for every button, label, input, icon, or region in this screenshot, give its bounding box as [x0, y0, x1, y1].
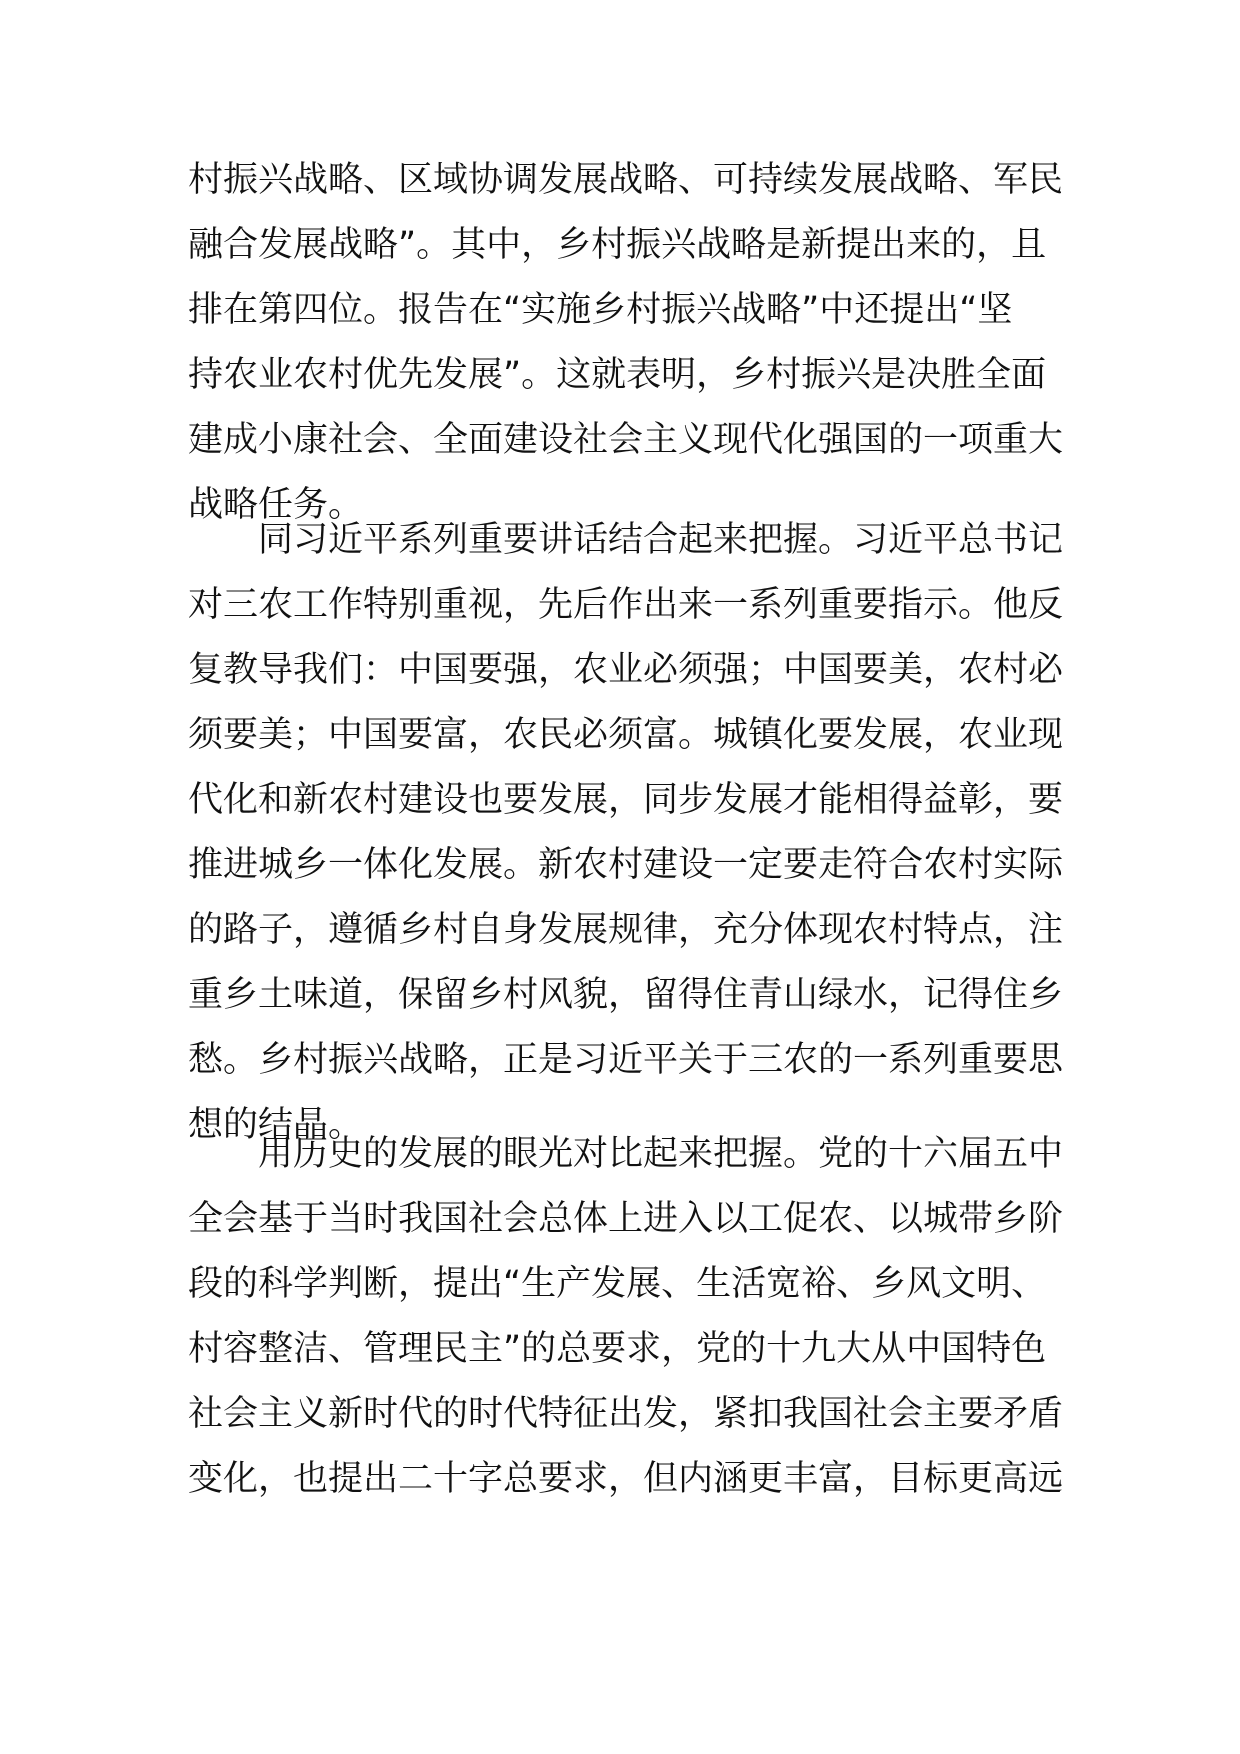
text-line: 重乡土味道，保留乡村风貌，留得住青山绿水，记得住乡	[188, 975, 1064, 1015]
text-line: 战略任务。	[188, 485, 364, 525]
text-line: 对三农工作特别重视，先后作出来一系列重要指示。他反	[188, 585, 1064, 625]
paragraph-strategy-ranking	[188, 148, 1068, 538]
text-line: 建成小康社会、全面建设社会主义现代化强国的一项重大	[188, 420, 1064, 460]
paragraph-history	[188, 1122, 1068, 1512]
text-line: 社会主义新时代的时代特征出发，紧扣我国社会主要矛盾	[188, 1394, 1064, 1434]
text-line: 想的结晶。	[188, 1105, 364, 1145]
text-line: 推进城乡一体化发展。新农村建设一定要走符合农村实际	[188, 845, 1064, 885]
text-line: 融合发展战略”。其中，乡村振兴战略是新提出来的，且	[188, 225, 1047, 265]
text-line: 用历史的发展的眼光对比起来把握。党的十六届五中	[258, 1134, 1064, 1174]
text-line: 的路子，遵循乡村自身发展规律，充分体现农村特点，注	[188, 910, 1064, 950]
text-line: 同习近平系列重要讲话结合起来把握。习近平总书记	[258, 520, 1064, 560]
text-line: 村容整洁、管理民主”的总要求，党的十九大从中国特色	[188, 1329, 1047, 1369]
paragraph-speeches	[188, 508, 1068, 1158]
text-line: 持农业农村优先发展”。这就表明，乡村振兴是决胜全面	[188, 355, 1047, 395]
text-line: 变化，也提出二十字总要求，但内涵更丰富，目标更高远	[188, 1459, 1064, 1499]
text-line: 愁。乡村振兴战略，正是习近平关于三农的一系列重要思	[188, 1040, 1064, 1080]
text-line: 段的科学判断，提出“生产发展、生活宽裕、乡风文明、	[188, 1264, 1047, 1304]
text-line: 须要美；中国要富，农民必须富。城镇化要发展，农业现	[188, 715, 1064, 755]
text-line: 排在第四位。报告在“实施乡村振兴战略”中还提出“坚	[188, 290, 1013, 330]
text-line: 村振兴战略、区域协调发展战略、可持续发展战略、军民	[188, 160, 1064, 200]
text-line: 复教导我们：中国要强，农业必须强；中国要美，农村必	[188, 650, 1064, 690]
text-line: 代化和新农村建设也要发展，同步发展才能相得益彰，要	[188, 780, 1064, 820]
text-line: 全会基于当时我国社会总体上进入以工促农、以城带乡阶	[188, 1199, 1064, 1239]
